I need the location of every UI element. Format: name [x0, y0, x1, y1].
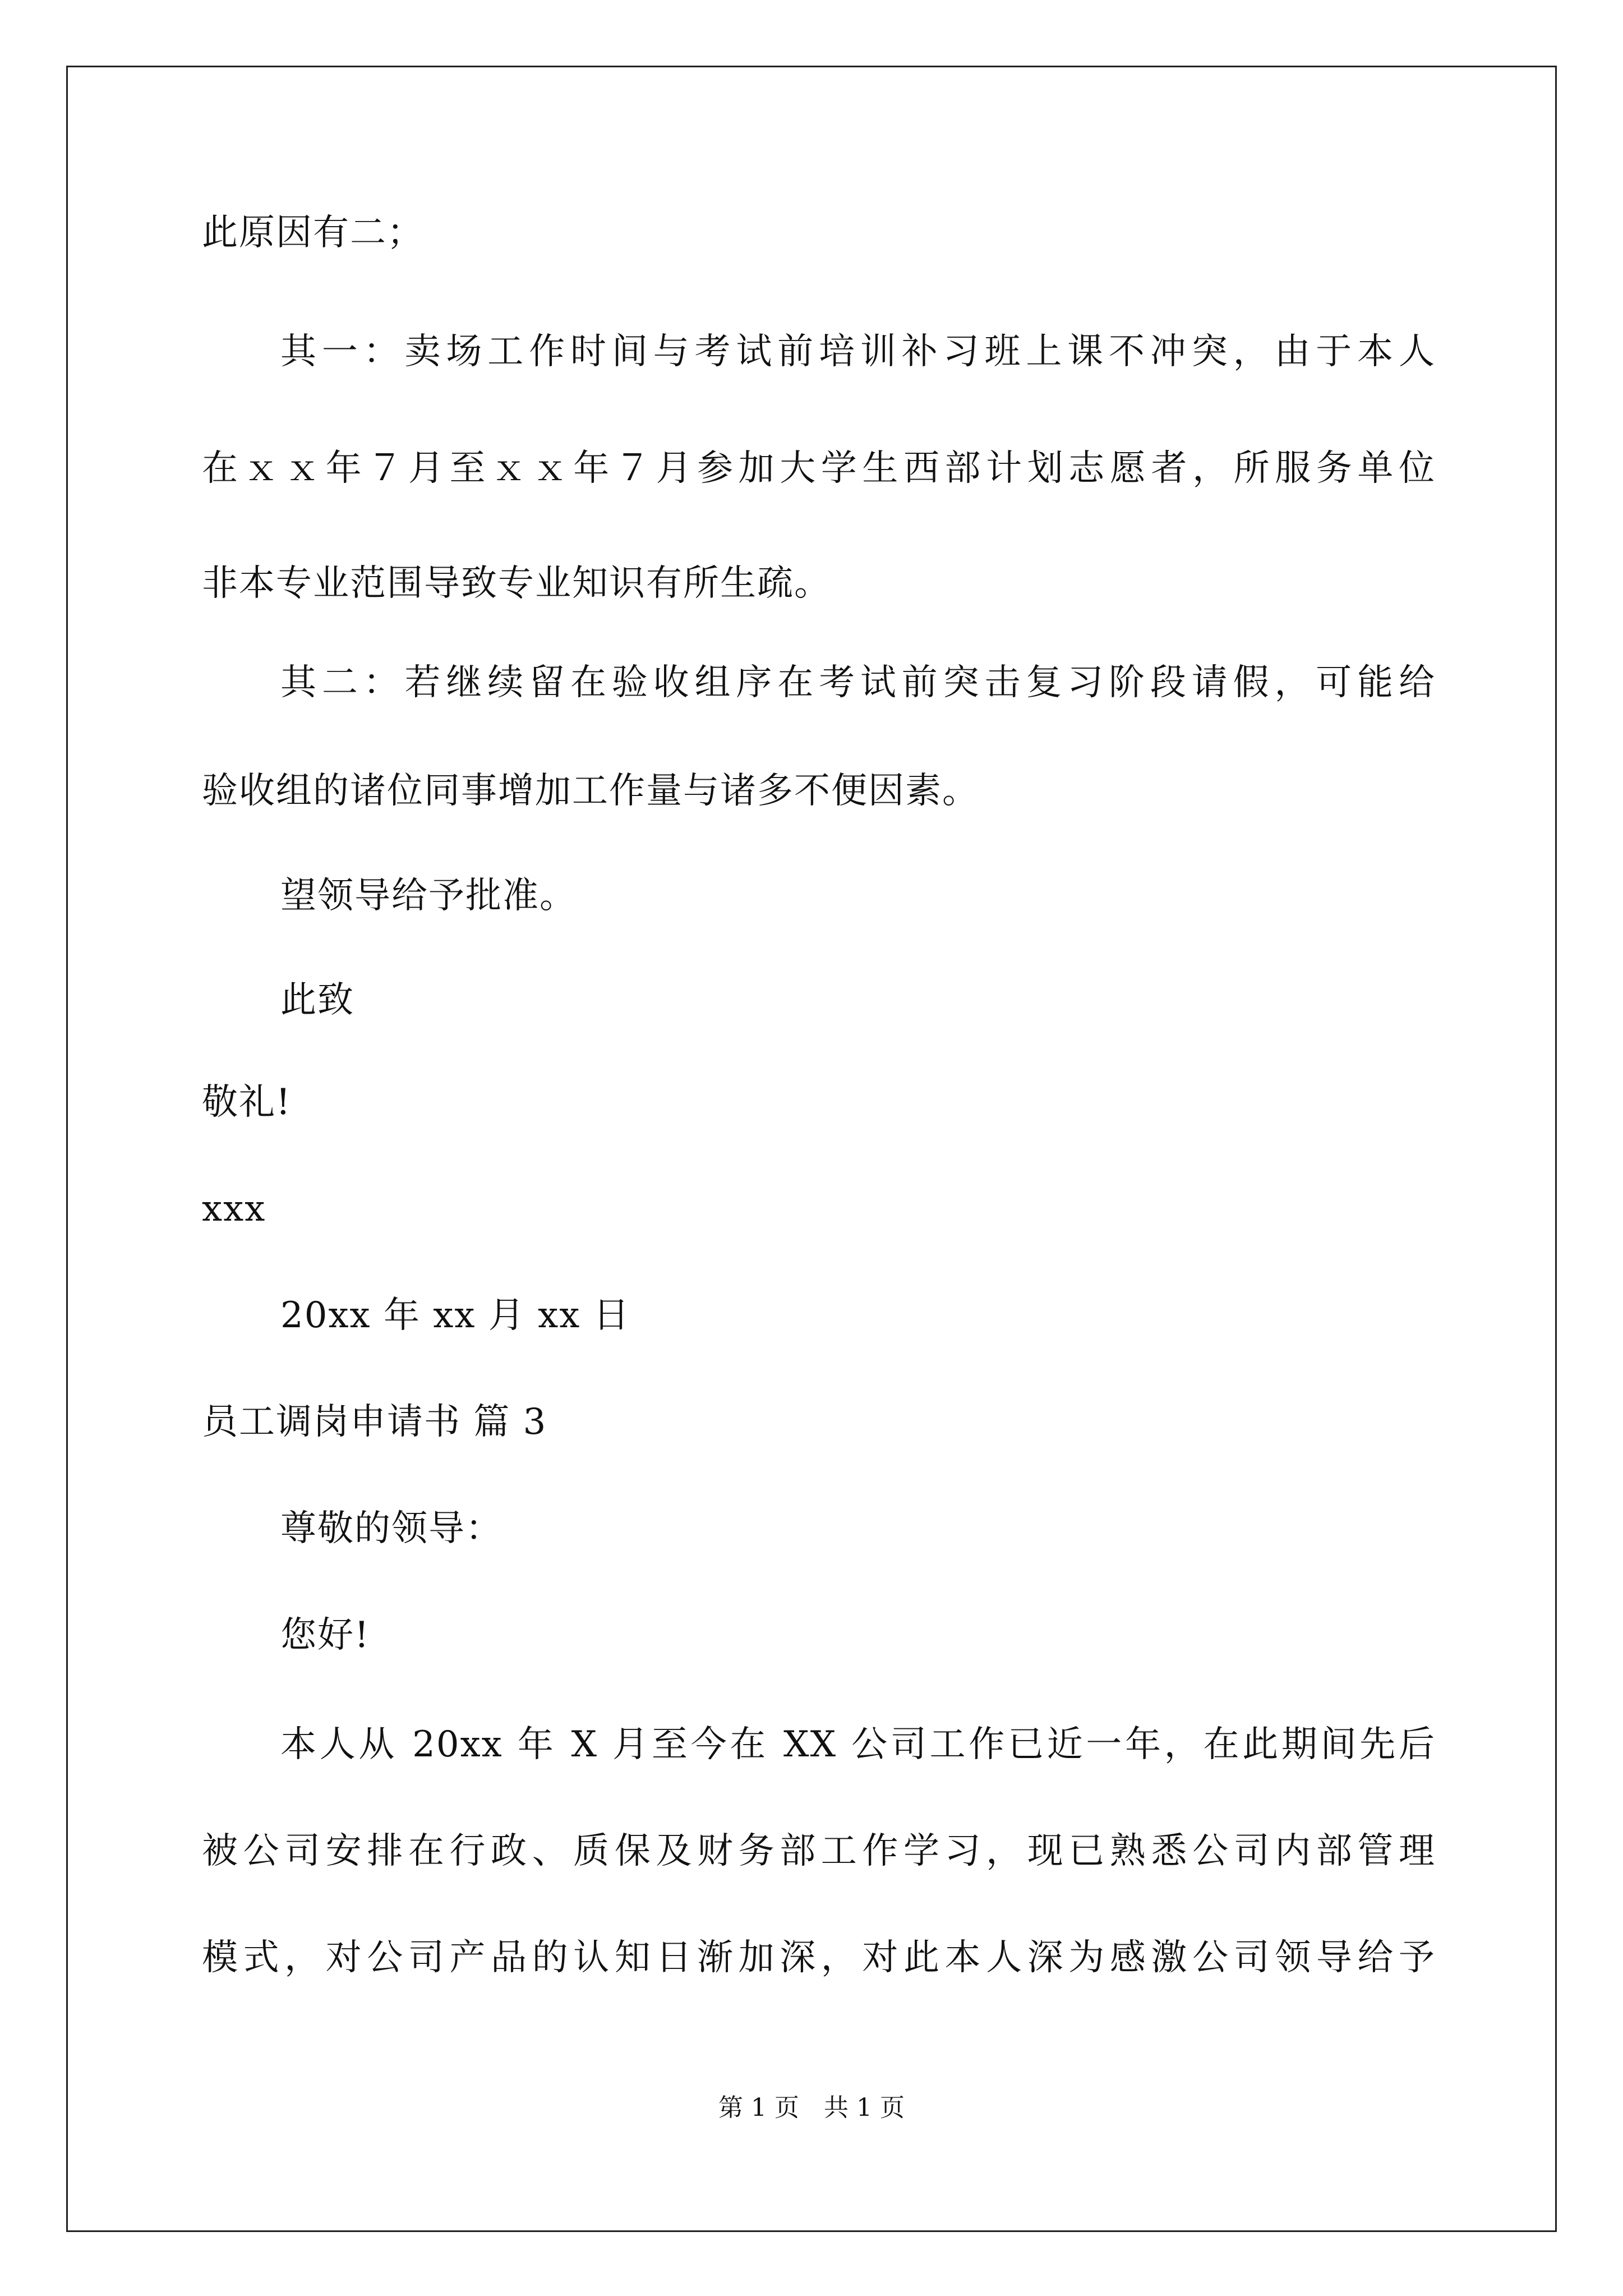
text-line: 此致 — [280, 979, 354, 1021]
text-line: 在ｘｘ年７月至ｘｘ年７月参加大学生西部计划志愿者，所服务单位 — [202, 448, 1436, 489]
text-line: 其一：卖场工作时间与考试前培训补习班上课不冲突，由于本人 — [280, 331, 1436, 372]
text-line: 敬礼! — [202, 1082, 292, 1123]
page-number-footer: 第 1 页 共 1 页 — [718, 2093, 905, 2122]
section-heading: 员工调岗申请书 篇 3 — [202, 1401, 547, 1443]
greeting: 您好! — [280, 1614, 370, 1656]
text-line: 其二：若继续留在验收组序在考试前突击复习阶段请假，可能给 — [280, 662, 1436, 703]
text-line: 被公司安排在行政、质保及财务部工作学习，现已熟悉公司内部管理 — [202, 1830, 1436, 1872]
salutation: 尊敬的领导： — [280, 1508, 502, 1549]
text-line: 验收组的诸位同事增加工作量与诸多不便因素。 — [202, 770, 979, 812]
text-line: 非本专业范围导致专业知识有所生疏。 — [202, 563, 831, 604]
text-line: 模式，对公司产品的认知日渐加深，对此本人深为感激公司领导给予 — [202, 1937, 1436, 1978]
text-line: 此原因有二； — [202, 212, 424, 254]
text-line: 望领导给予批准。 — [280, 875, 577, 917]
text-line: 本人从 20xx 年 X 月至今在 XX 公司工作已近一年，在此期间先后 — [280, 1724, 1436, 1765]
date-line: 20xx 年 xx 月 xx 日 — [280, 1295, 630, 1336]
page-border — [66, 66, 1557, 2232]
text-line: xxx — [202, 1188, 266, 1230]
